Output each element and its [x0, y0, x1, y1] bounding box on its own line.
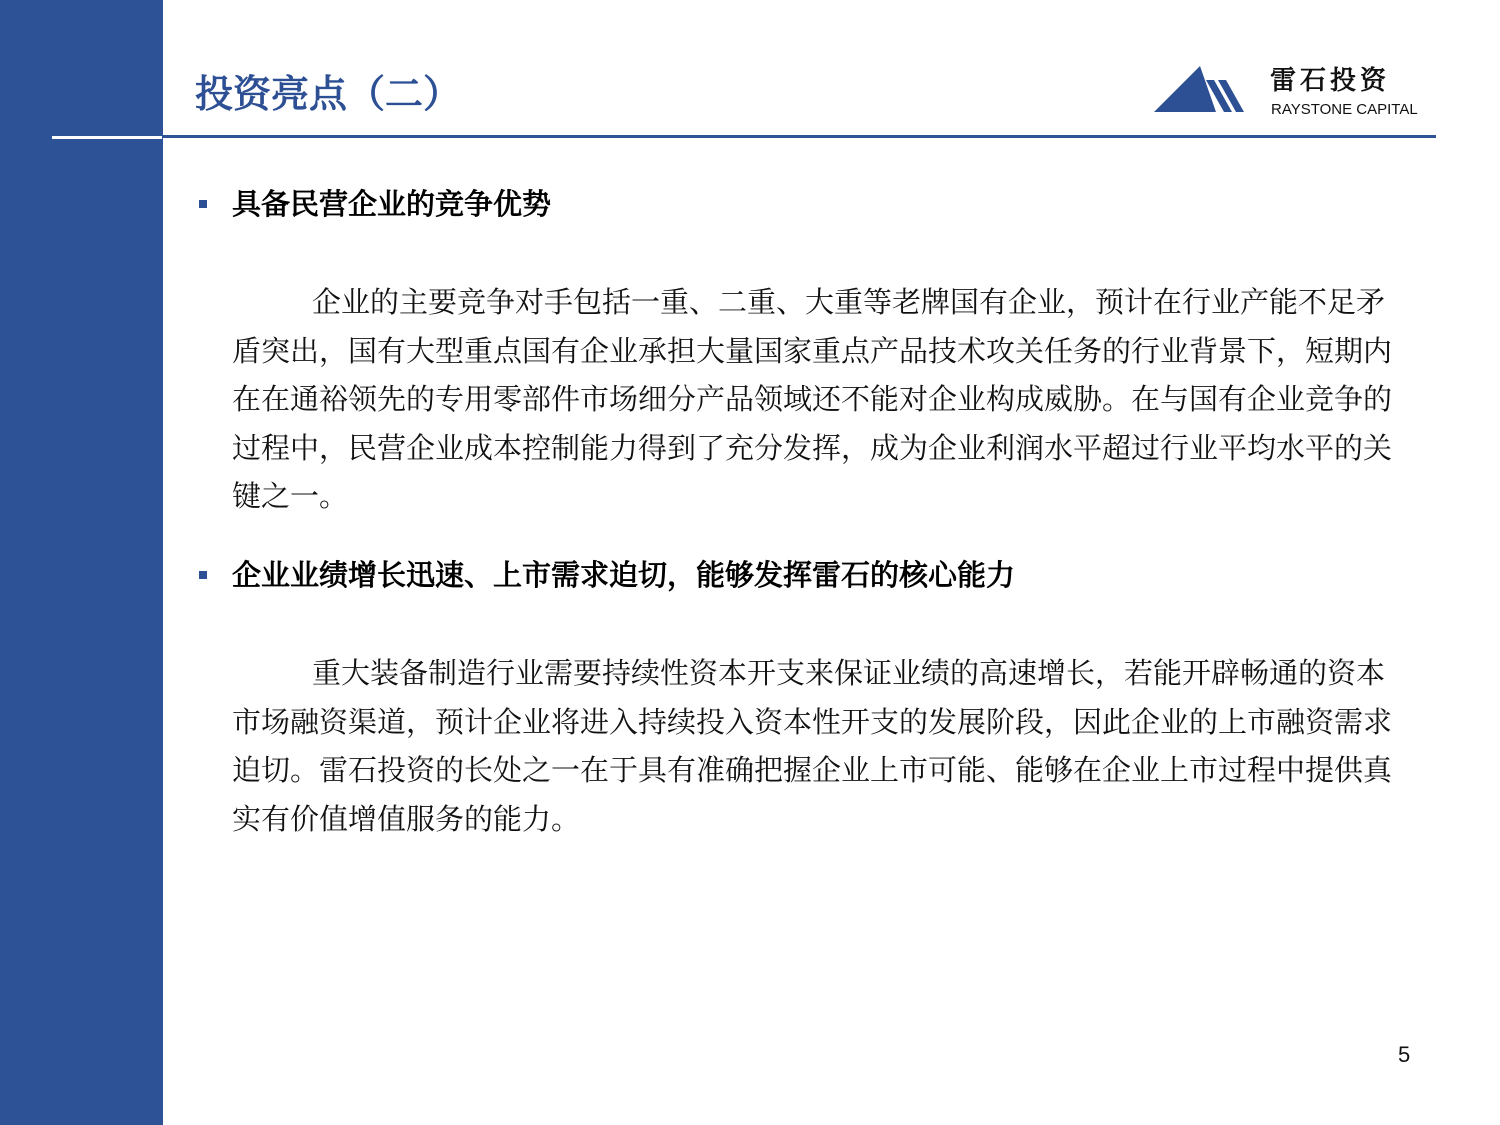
section-heading	[195, 553, 1415, 597]
logo-name-en: RAYSTONE CAPITAL	[1271, 101, 1418, 118]
slide-title: 投资亮点（二）	[195, 72, 462, 116]
title-rule	[163, 135, 1436, 138]
section-heading-text: 具备民营企业的竞争优势	[232, 187, 552, 221]
section-body: 企业的主要竞争对手包括一重、二重、大重等老牌国有企业，预计在行业产能不足矛盾突出，国有大型重点国有企业承担大量国家重点产品技术攻关任务的行业背景下，短期内在在通裕领先的专用零部件市场细分产品领域还不能对企业构成威胁。在与国有企业竞争的过程中，民营企业成本控制能力得到了充分发挥，成为企业利润水平超过行业平均水平的关键之一。	[232, 285, 1393, 513]
section-heading-text: 企业业绩增长迅速、上市需求迫切，能够发挥雷石的核心能力	[232, 558, 1016, 592]
raystone-logo-icon	[1154, 66, 1246, 112]
left-sidebar-band	[0, 0, 163, 1125]
title-rule-left	[52, 136, 162, 139]
section-competitive-advantage	[195, 182, 1415, 521]
page-number: 5	[1398, 1042, 1411, 1067]
square-bullet-icon	[199, 571, 207, 579]
logo-name-cn: 雷石投资	[1270, 66, 1391, 96]
section-body: 重大装备制造行业需要持续性资本开支来保证业绩的高速增长，若能开辟畅通的资本市场融资渠道，预计企业将进入持续投入资本性开支的发展阶段，因此企业的上市融资需求迫切。雷石投资的长处之一在于具有准确把握企业上市可能、能够在企业上市过程中提供真实有价值增值服务的能力。	[232, 656, 1393, 836]
section-growth-listing	[195, 553, 1415, 843]
square-bullet-icon	[199, 200, 207, 208]
section-heading	[195, 182, 1415, 226]
